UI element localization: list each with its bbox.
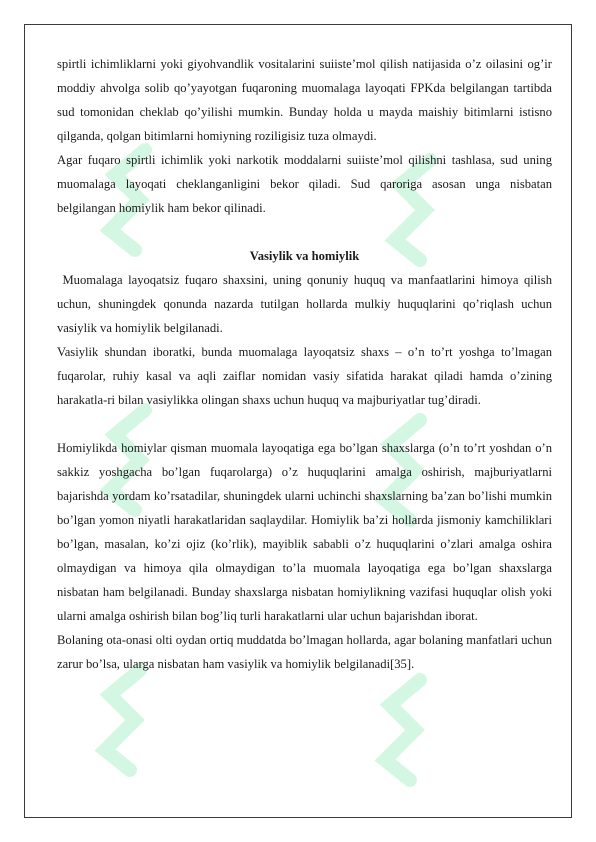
- spacer: [57, 412, 552, 436]
- document-body: [57, 52, 556, 676]
- paragraph: Homiylikda homiylar qisman muomala layoqatiga ega bo’lgan shaxslarga (o’n to’rt yoshdan o’n sakkiz yoshgacha bo’lgan fuqarolarga) o’z huquqlarini amalga oshirish, majburiyatlarni bajarishda yordam ko’rsatadilar, shuningdek ularni uchinchi shaxslarning ba’zan bo’lishi mumkin bo’lgan yomon niyatli harakatlaridan saqlaydilar. Homiylik ba’zi hollarda jismoniy kamchiliklari bo’lgan, masalan, ko’zi ojiz (ko’rlik), mayiblik sababli o’z huquqlarini o’zlari amalga oshira olmaydigan va himoya qila olmaydigan to’la muomala layoqatiga ega bo’lgan shaxslarga nisbatan ham belgilanadi. Bunday shaxslarga nisbatan homiylikning vazifasi huquqlar olish yoki ularni amalga oshirish bilan bog’liq turli harakatlarni ular uchun bajarishdan iborat.: [57, 441, 552, 623]
- paragraph: Muomalaga layoqatsiz fuqaro shaxsini, uning qonuniy huquq va manfaatlarini himoya qilish uchun, shuningdek qonunda nazarda tutilgan hollarda mulkiy huquqlarini qo’riqlash uchun vasiylik va homiylik belgilanadi.: [57, 273, 556, 335]
- paragraph: spirtli ichimliklarni yoki giyohvandlik vositalarini suiiste’mol qilish natijasida o’z oilasini og’ir moddiy ahvolga solib qo’yayotgan fuqaroning muomalaga layoqati FPKda belgilangan tartibda sud tomonidan cheklab qo’yilishi mumkin. Bunday holda u mayda maishiy bitimlarni istisno qilganda, qolgan bitimlarni homiyning roziligisiz tuza olmaydi.: [57, 57, 552, 143]
- paragraph: Agar fuqaro spirtli ichimlik yoki narkotik moddalarni suiiste’mol qilishni tashlasa, sud uning muomalaga layoqati cheklanganligini bekor qiladi. Sud qaroriga asosan unga nisbatan belgilangan homiylik ham bekor qilinadi.: [57, 153, 552, 215]
- paragraph: Bolaning ota-onasi olti oydan ortiq muddatda bo’lmagan hollarda, agar bolaning manfatlari uchun zarur bo’lsa, ularga nisbatan ham vasiylik va homiylik belgilanadi[35].: [57, 633, 552, 671]
- spacer: [57, 220, 552, 244]
- paragraph: Vasiylik shundan iboratki, bunda muomalaga layoqatsiz shaxs – o’n to’rt yoshga to’lmagan fuqarolar, ruhiy kasal va aqli zaiflar nomidan vasiy sifatida harakat qiladi hamda o’zining harakatla-ri bilan vasiylikka olingan shaxs uchun huquq va majburiyatlar tug’diradi.: [57, 345, 552, 407]
- section-heading: Vasiylik va homiylik: [249, 249, 360, 263]
